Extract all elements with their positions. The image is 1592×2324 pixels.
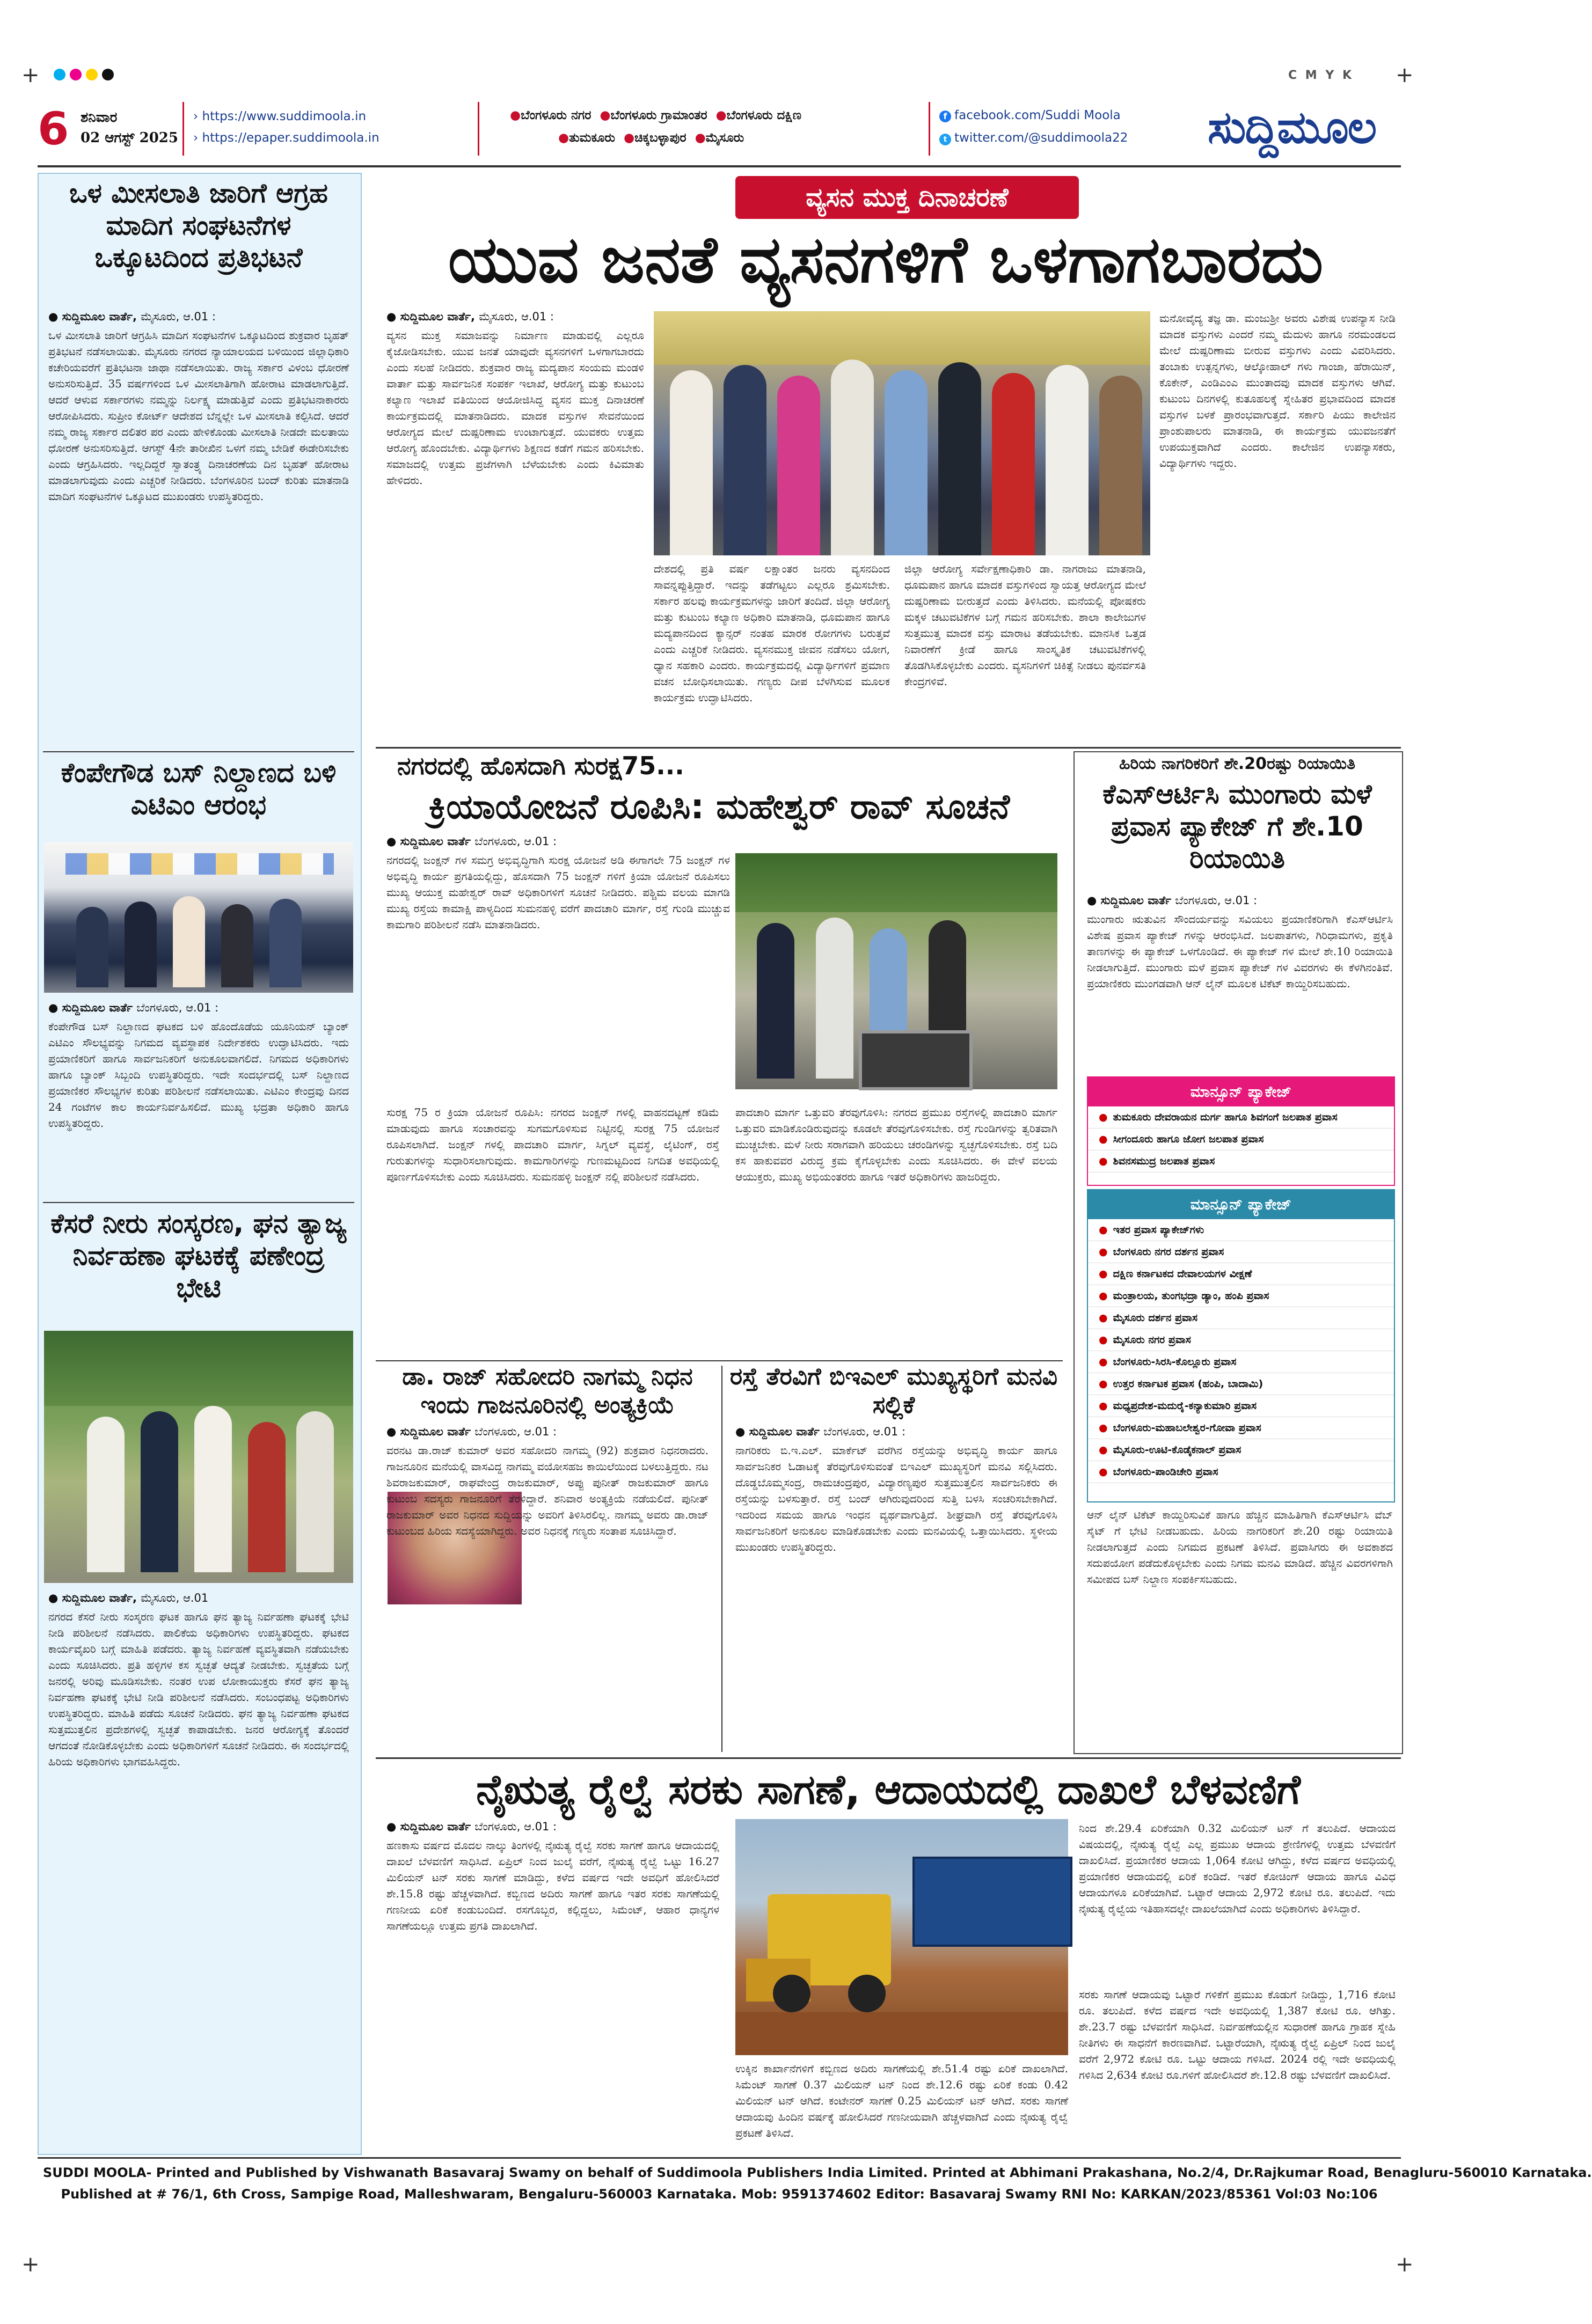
center-story-headline: ಕ್ರಿಯಾಯೋಜನೆ ರೂಪಿಸಿ: ಮಹೇಶ್ವರ್ ರಾವ್ ಸೂಚನೆ <box>428 787 1010 827</box>
package-box-2 <box>1087 1189 1395 1502</box>
left-story-1-headline: ಒಳ ಮೀಸಲಾತಿ ಜಾರಿಗೆ ಆಗ್ರಹ ಮಾದಿಗ ಸಂಘಟನೆಗಳ ಒಕ್ಕೂಟದಿಂದ ಪ್ರತಿಭಟನೆ <box>69 178 328 273</box>
package-2-item: ● ಉತ್ತರ ಕರ್ನಾಟಕ ಪ್ರವಾಸ (ಹಂಪಿ, ಬಾದಾಮಿ) <box>1088 1373 1394 1395</box>
ksrtc-byline: ● ಸುದ್ದಿಮೂಲ ವಾರ್ತೆ ಬೆಂಗಳೂರು, ಆ.01 : <box>1087 894 1258 907</box>
twitter-icon: t <box>939 134 951 145</box>
imprint-line-2: Published at # 76/1, 6th Cross, Sampige Road, Malleshwaram, Bengaluru-560003 Karnataka. Mob: 9591374602 Editor: Basavaraj Swamy RNI No: KARKAN/2023/85361 Vol:03 No:106 <box>61 2187 1378 2202</box>
facebook-link[interactable]: f facebook.com/Suddi Moola <box>939 108 1121 122</box>
registration-mark-tl: + <box>21 63 40 87</box>
package-box-1 <box>1087 1076 1395 1186</box>
left-story-3-body: ನಗರದ ಕೆಸರೆ ನೀರು ಸಂಸ್ಕರಣ ಘಟಕ ಹಾಗೂ ಘನ ತ್ಯಾಜ್ಯ ನಿರ್ವಹಣಾ ಘಟಕಕ್ಕೆ ಭೇಟಿ ನೀಡಿ ಪರಿಶೀಲನೆ ನಡೆಸಿದರು. ಪಾಲಿಕೆಯ ಅಧಿಕಾರಿಗಳು ಉಪಸ್ಥಿತರಿದ್ದರು. ಘಟಕದ ಕಾರ್ಯವೈಖರಿ ಬಗ್ಗೆ ಮಾಹಿತಿ ಪಡೆದರು. ತ್ಯಾಜ್ಯ ನಿರ್ವಹಣೆ ವ್ಯವಸ್ಥಿತವಾಗಿ ನಡೆಯಬೇಕು ಎಂದು ಸೂಚಿಸಿದರು. ಪ್ರತಿ ಹಳ್ಳಿಗಳ ಕಸ ಸ್ವಚ್ಛತೆ ಆದ್ಯತೆ ನೀಡಬೇಕು. ಸ್ವಚ್ಛತೆಯ ಬಗ್ಗೆ ಜನರಲ್ಲಿ ಅರಿವು ಮೂಡಿಸಬೇಕು. ನಂತರ ಉಪ ಲೋಕಾಯುಕ್ತರು ಕೆಸರೆ ಘನ ತ್ಯಾಜ್ಯ ನಿರ್ವಹಣಾ ಘಟಕಕ್ಕೆ ಭೇಟಿ ನೀಡಿ ಪರಿಶೀಲನೆ ನಡೆಸಿದರು. ಸಂಬಂಧಪಟ್ಟ ಅಧಿಕಾರಿಗಳು ಉಪಸ್ಥಿತರಿದ್ದರು. ಮಾಹಿತಿ ಪಡೆದು ಸೂಚನೆ ನೀಡಿದರು. ಘನ ತ್ಯಾಜ್ಯ ನಿರ್ವಹಣಾ ಘಟಕದ ಸುತ್ತಮುತ್ತಲಿನ ಪ್ರದೇಶಗಳಲ್ಲಿ ಸ್ವಚ್ಛತೆ ಕಾಪಾಡಬೇಕು. ಜನರ ಆರೋಗ್ಯಕ್ಕೆ ತೊಂದರೆ ಆಗದಂತೆ ನೋಡಿಕೊಳ್ಳಬೇಕು ಎಂದು ಅಧಿಕಾರಿಗಳಿಗೆ ಸೂಚನೆ ನೀಡಿದರು. ಈ ಸಂದರ್ಭದಲ್ಲಿ ಹಿರಿಯ ಅಧಿಕಾರಿಗಳು ಭಾಗವಹಿಸಿದ್ದರು. <box>48 1610 349 1768</box>
bus-stand-atm-photo <box>44 842 353 993</box>
edition-item: ಬೆಂಗಳೂರು ನಗರ <box>521 108 591 122</box>
rail-story-headline: ನೈಋತ್ಯ ರೈಲ್ವೆ ಸರಕು ಸಾಗಣೆ, ಆದಾಯದಲ್ಲಿ ದಾಖಲೆ ಬೆಳವಣಿಗೆ <box>476 1765 1301 1813</box>
center-story-kicker: ನಗರದಲ್ಲಿ ಹೊಸದಾಗಿ ಸುರಕ್ಷ75... <box>397 751 684 780</box>
color-dots <box>54 69 114 83</box>
package-2-item: ● ಮೈಸೂರು ದರ್ಶನ ಪ್ರವಾಸ <box>1088 1307 1394 1329</box>
left-story-2-body: ಕೆಂಪೇಗೌಡ ಬಸ್ ನಿಲ್ದಾಣದ ಘಟಕದ ಬಳಿ ಹೊಂದೊಡೆಯ ಯೂನಿಯನ್ ಬ್ಯಾಂಕ್ ಎಟಿಎಂ ಸೌಲಭ್ಯವನ್ನು ನಿಗಮದ ವ್ಯವಸ್ಥಾಪಕ ನಿರ್ದೇಶಕರು ಉದ್ಘಾಟಿಸಿದರು. ಇದು ಪ್ರಯಾಣಿಕರಿಗೆ ಹಾಗೂ ಸಾರ್ವಜನಿಕರಿಗೆ ಅನುಕೂಲವಾಗಲಿದೆ. ನಿಗಮದ ಅಧಿಕಾರಿಗಳು ಹಾಗೂ ಬ್ಯಾಂಕ್ ಸಿಬ್ಬಂದಿ ಉಪಸ್ಥಿತರಿದ್ದರು. ಇದೇ ಸಂದರ್ಭದಲ್ಲಿ ಬಸ್ ನಿಲ್ದಾಣದ ಪ್ರಯಾಣಿಕರ ಸೌಲಭ್ಯಗಳ ಕುರಿತು ಪರಿಶೀಲನೆ ನಡೆಸಲಾಯಿತು. ಎಟಿಎಂ ಕೇಂದ್ರವು ದಿನದ 24 ಗಂಟೆಗಳ ಕಾಲ ಕಾರ್ಯನಿರ್ವಹಿಸಲಿದೆ. ಮುಖ್ಯ ಭದ್ರತಾ ಅಧಿಕಾರಿ ಹಾಗೂ ಉಪಸ್ಥಿತರಿದ್ದರು. <box>48 1020 349 1130</box>
package-2-item: ● ಬೆಂಗಳೂರು-ಸಿರಸಿ-ಕೊಲ್ಲೂರು ಪ್ರವಾಸ <box>1088 1351 1394 1373</box>
beml-story-byline: ● ಸುದ್ದಿಮೂಲ ವಾರ್ತೆ ಬೆಂಗಳೂರು, ಆ.01 : <box>735 1425 906 1438</box>
left-story-1-body: ಒಳ ಮೀಸಲಾತಿ ಜಾರಿಗೆ ಆಗ್ರಹಿಸಿ ಮಾದಿಗ ಸಂಘಟನೆಗಳ ಒಕ್ಕೂಟದಿಂದ ಶುಕ್ರವಾರ ಬೃಹತ್ ಪ್ರತಿಭಟನೆ ನಡೆಸಲಾಯಿತು. ಮೈಸೂರು ನಗರದ ನ್ಯಾಯಾಲಯದ ಬಳಿಯಿಂದ ಜಿಲ್ಲಾಧಿಕಾರಿ ಕಚೇರಿಯವರೆಗೆ ಪ್ರತಿಭಟನಾ ಜಾಥಾ ನಡೆಸಲಾಯಿತು. ರಾಜ್ಯ ಸರ್ಕಾರ ವಿಳಂಬ ಧೋರಣೆ ಅನುಸರಿಸುತ್ತಿದೆ. 35 ವರ್ಷಗಳಿಂದ ಒಳ ಮೀಸಲಾತಿಗಾಗಿ ಹೋರಾಟ ಮಾಡಲಾಗುತ್ತಿದೆ. ಆದರೆ ಆಳುವ ಸರ್ಕಾರಗಳು ನಮ್ಮನ್ನು ನಿರ್ಲಕ್ಷ್ಯ ಮಾಡುತ್ತಿವೆ ಎಂದು ಪ್ರತಿಭಟನಾಕಾರರು ಆರೋಪಿಸಿದರು. ಸುಪ್ರೀಂ ಕೋರ್ಟ್ ಆದೇಶದ ಬೆನ್ನಲ್ಲೇ ಒಳ ಮೀಸಲಾತಿ ಕಲ್ಪಿಸಿದೆ. ಆದರೆ ನಮ್ಮ ರಾಜ್ಯ ಸರ್ಕಾರ ದಲಿತರ ಪರ ಎಂದು ಹೇಳಿಕೊಂಡು ಮೀಸಲಾತಿ ನೀಡದೇ ಮಲತಾಯಿ ಧೋರಣೆ ಅನುಸರಿಸುತ್ತಿದೆ. ಆಗಸ್ಟ್ 4ನೇ ತಾರೀಖಿನ ಒಳಗೆ ನಮ್ಮ ಬೇಡಿಕೆ ಈಡೇರಿಸಬೇಕು ಎಂದು ಆಗ್ರಹಿಸಿದರು. ಇಲ್ಲದಿದ್ದರೆ ಸ್ವಾತಂತ್ರ್ಯ ದಿನಾಚರಣೆಯ ದಿನ ಬೃಹತ್ ಹೋರಾಟ ಮಾಡಲಾಗುವುದು ಎಂದು ಎಚ್ಚರಿಕೆ ನೀಡಿದರು. ಬೆಂಗಳೂರಿನ ಬಂದ್ ಕುರಿತು ಮಾತನಾಡಿ ಮಾದಿಗ ಸಂಘಟನೆಗಳ ಒಕ್ಕೂಟದ ಮುಖಂಡರು ಉಪಸ್ಥಿತರಿದ್ದರು. <box>48 329 349 503</box>
package-2-item: ● ಬೆಂಗಳೂರು ನಗರ ದರ್ಶನ ಪ್ರವಾಸ <box>1088 1241 1394 1263</box>
epaper-link[interactable]: › https://epaper.suddimoola.in <box>193 131 379 145</box>
ksrtc-body-2: ಆನ್ ಲೈನ್ ಟಿಕೆಟ್ ಕಾಯ್ದಿರಿಸುವಿಕೆ ಹಾಗೂ ಹೆಚ್ಚಿನ ಮಾಹಿತಿಗಾಗಿ ಕೆಎಸ್ಆರ್ಟಿಸಿ ವೆಬ್ ಸೈಟ್ ಗೆ ಭೇಟಿ ನೀಡಬಹುದು. ಹಿರಿಯ ನಾಗರಿಕರಿಗೆ ಶೇ.20 ರಷ್ಟು ರಿಯಾಯಿತಿ ನೀಡಲಾಗುತ್ತದೆ ಎಂದು ನಿಗಮದ ಪ್ರಕಟಣೆ ತಿಳಿಸಿದೆ. ಪ್ರವಾಸಿಗರು ಈ ಅವಕಾಶದ ಸದುಪಯೋಗ ಪಡೆದುಕೊಳ್ಳಬೇಕು ಎಂದು ನಿಗಮ ಮನವಿ ಮಾಡಿದೆ. ಹೆಚ್ಚಿನ ವಿವರಗಳಿಗಾಗಿ ಸಮೀಪದ ಬಸ್ ನಿಲ್ದಾಣ ಸಂಪರ್ಕಿಸಬಹುದು. <box>1087 1508 1393 1586</box>
center-story-col-a: ಸುರಕ್ಷ 75 ರ ಕ್ರಿಯಾ ಯೋಜನೆ ರೂಪಿಸಿ: ನಗರದ ಜಂಕ್ಷನ್ ಗಳಲ್ಲಿ ವಾಹನದಟ್ಟಣೆ ಕಡಿಮೆ ಮಾಡುವುದು ಹಾಗೂ ಸಂಚಾರವನ್ನು ಸುಗಮಗೊಳಿಸುವ ನಿಟ್ಟಿನಲ್ಲಿ ಸುರಕ್ಷ 75 ಯೋಜನೆ ರೂಪಿಸಲಾಗಿದೆ. ಜಂಕ್ಷನ್ ಗಳಲ್ಲಿ ಪಾದಚಾರಿ ಮಾರ್ಗ, ಸಿಗ್ನಲ್ ವ್ಯವಸ್ಥೆ, ಲೈಟಿಂಗ್, ರಸ್ತೆ ಗುರುತುಗಳನ್ನು ಸುಧಾರಿಸಲಾಗುವುದು. ಕಾಮಗಾರಿಗಳನ್ನು ಗುಣಮಟ್ಟದಿಂದ ನಿಗದಿತ ಅವಧಿಯಲ್ಲಿ ಪೂರ್ಣಗೊಳಿಸಬೇಕು ಎಂದು ಸೂಚಿಸಿದರು. ಸುಮನಹಳ್ಳಿ ಜಂಕ್ಷನ್ ನಲ್ಲಿ ಪರಿಶೀಲನೆ ನಡೆಸಿದರು. <box>386 1106 719 1183</box>
center-story-byline: ● ಸುದ್ದಿಮೂಲ ವಾರ್ತೆ ಬೆಂಗಳೂರು, ಆ.01 : <box>386 835 557 848</box>
editions-row-2: ●ತುಮಕೂರು ●ಚಿಕ್ಕಬಳ್ಳಾಪುರ ●ಮೈಸೂರು <box>558 131 744 145</box>
freight-loading-photo <box>735 1819 1068 2055</box>
header-day: ಶನಿವಾರ <box>81 109 118 126</box>
center-story-col-b: ಪಾದಚಾರಿ ಮಾರ್ಗ ಒತ್ತುವರಿ ತೆರವುಗೊಳಿಸಿ: ನಗರದ ಪ್ರಮುಖ ರಸ್ತೆಗಳಲ್ಲಿ ಪಾದಚಾರಿ ಮಾರ್ಗ ಒತ್ತುವರಿ ಮಾಡಿಕೊಂಡಿರುವುದನ್ನು ಕೂಡಲೇ ತೆರವುಗೊಳಿಸಬೇಕು. ರಸ್ತೆ ಗುಂಡಿಗಳನ್ನು ತ್ವರಿತವಾಗಿ ಮುಚ್ಚಬೇಕು. ಮಳೆ ನೀರು ಸರಾಗವಾಗಿ ಹರಿಯಲು ಚರಂಡಿಗಳನ್ನು ಸ್ವಚ್ಛಗೊಳಿಸಬೇಕು. ರಸ್ತೆ ಬದಿ ಕಸ ಹಾಕುವವರ ವಿರುದ್ಧ ಕ್ರಮ ಕೈಗೊಳ್ಳಬೇಕು ಎಂದು ಸೂಚಿಸಿದರು. ಈ ವೇಳೆ ವಲಯ ಆಯುಕ್ತರು, ಮುಖ್ಯ ಅಭಿಯಂತರರು ಹಾಗೂ ಇತರೆ ಅಧಿಕಾರಿಗಳು ಹಾಜರಿದ್ದರು. <box>735 1106 1057 1183</box>
center-story-lead: ನಗರದಲ್ಲಿ ಜಂಕ್ಷನ್ ಗಳ ಸಮಗ್ರ ಅಭಿವೃದ್ಧಿಗಾಗಿ ಸುರಕ್ಷ ಯೋಜನೆ ಅಡಿ ಈಗಾಗಲೇ 75 ಜಂಕ್ಷನ್ ಗಳ ಅಭಿವೃದ್ಧಿ ಕಾರ್ಯ ಪ್ರಗತಿಯಲ್ಲಿದ್ದು, ಹೊಸದಾಗಿ 75 ಜಂಕ್ಷನ್ ಗಳಿಗೆ ಕ್ರಿಯಾ ಯೋಜನೆ ರೂಪಿಸಲು ಮುಖ್ಯ ಆಯುಕ್ತ ಮಹೇಶ್ವರ್ ರಾವ್ ಅಧಿಕಾರಿಗಳಿಗೆ ಸೂಚನೆ ನೀಡಿದರು. ಪಶ್ಚಿಮ ವಲಯ ಮಾಗಡಿ ಮುಖ್ಯ ರಸ್ತೆಯ ಕಾಮಾಕ್ಷಿ ಪಾಳ್ಯದಿಂದ ಸುಮನಹಳ್ಳಿ ವರೆಗೆ ಪಾದಚಾರಿ ಮಾರ್ಗ, ರಸ್ತೆ ಗುಂಡಿ ಮುಚ್ಚುವ ಕಾಮಗಾರಿ ಪರಿಶೀಲನೆ ನಡೆಸಿ ಮಾತನಾಡಿದರು. <box>386 854 730 931</box>
site-link[interactable]: › https://www.suddimoola.in <box>193 109 367 123</box>
beml-story-body: ನಾಗರಿಕರು ಬಿ.ಇ.ಎಲ್. ಮಾರ್ಕೆಟ್ ವರೆಗಿನ ರಸ್ತೆಯನ್ನು ಅಭಿವೃದ್ಧಿ ಕಾರ್ಯ ಹಾಗೂ ಸಾರ್ವಜನಿಕರ ಓಡಾಟಕ್ಕೆ ತೆರವುಗೊಳಿಸುವಂತೆ ಬಿಇಎಲ್ ಮುಖ್ಯಸ್ಥರಿಗೆ ಮನವಿ ಸಲ್ಲಿಸಿದರು. ದೊಡ್ಡಬೊಮ್ಮಸಂದ್ರ, ರಾಮಚಂದ್ರಪುರ, ವಿದ್ಯಾರಣ್ಯಪುರ ಸುತ್ತಮುತ್ತಲಿನ ಸಾರ್ವಜನಿಕರು ಈ ರಸ್ತೆಯನ್ನು ಬಳಸುತ್ತಾರೆ. ರಸ್ತೆ ಬಂದ್ ಆಗಿರುವುದರಿಂದ ಸುತ್ತಿ ಬಳಸಿ ಸಂಚರಿಸಬೇಕಾಗಿದೆ. ಇದರಿಂದ ಸಮಯ ಹಾಗೂ ಇಂಧನ ವ್ಯರ್ಥವಾಗುತ್ತಿದೆ. ಶೀಘ್ರವಾಗಿ ರಸ್ತೆ ತೆರವುಗೊಳಿಸಿ ಸಾರ್ವಜನಿಕರಿಗೆ ಅನುಕೂಲ ಮಾಡಿಕೊಡಬೇಕು ಎಂದು ಮನವಿಯಲ್ಲಿ ಒತ್ತಾಯಿಸಿದರು. ಸ್ಥಳೀಯ ಮುಖಂಡರು ಉಪಸ್ಥಿತರಿದ್ದರು. <box>735 1444 1057 1553</box>
package-2-item: ● ದಕ್ಷಿಣ ಕರ್ನಾಟಕದ ದೇವಾಲಯಗಳ ವೀಕ್ಷಣೆ <box>1088 1263 1394 1285</box>
package-1-item: ● ಶಿವನಸಮುದ್ರ ಜಲಪಾತ ಪ್ರವಾಸ <box>1088 1150 1394 1172</box>
top-story-kicker: ವ್ಯಸನ ಮುಕ್ತ ದಿನಾಚರಣೆ <box>735 176 1079 219</box>
edition-item: ಮೈಸೂರು <box>705 131 744 145</box>
top-story-col-3: ಜಿಲ್ಲಾ ಆರೋಗ್ಯ ಸರ್ವೇಕ್ಷಣಾಧಿಕಾರಿ ಡಾ. ನಾಗರಾಜು ಮಾತನಾಡಿ, ಧೂಮಪಾನ ಹಾಗೂ ಮಾದಕ ವಸ್ತುಗಳಿಂದ ಸ್ವಾಯತ್ತ ಆರೋಗ್ಯದ ಮೇಲೆ ದುಷ್ಪರಿಣಾಮ ಬೀರುತ್ತದೆ ಎಂದು ತಿಳಿಸಿದರು. ಮನೆಯಲ್ಲಿ ಪೋಷಕರು ಮಕ್ಕಳ ಚಟುವಟಿಕೆಗಳ ಬಗ್ಗೆ ಗಮನ ಹರಿಸಬೇಕು. ಶಾಲಾ ಕಾಲೇಜುಗಳ ಸುತ್ತಮುತ್ತ ಮಾದಕ ವಸ್ತು ಮಾರಾಟ ತಡೆಯಬೇಕು. ಮಾನಸಿಕ ಒತ್ತಡ ನಿವಾರಣೆಗೆ ಕ್ರೀಡೆ ಹಾಗೂ ಸಾಂಸ್ಕೃತಿಕ ಚಟುವಟಿಕೆಗಳಲ್ಲಿ ತೊಡಗಿಸಿಕೊಳ್ಳಬೇಕು ಎಂದರು. ವ್ಯಸನಿಗಳಿಗೆ ಚಿಕಿತ್ಸೆ ನೀಡಲು ಪುನರ್ವಸತಿ ಕೇಂದ್ರಗಳಿವೆ. <box>904 562 1146 688</box>
registration-mark-br: + <box>1396 2252 1414 2277</box>
twitter-link[interactable]: t twitter.com/@suddimoola22 <box>939 131 1128 145</box>
left-story-3-headline: ಕೆಸರೆ ನೀರು ಸಂಸ್ಕರಣ, ಘನ ತ್ಯಾಜ್ಯ ನಿರ್ವಹಣಾ ಘಟಕಕ್ಕೆ ಪಣೇಂದ್ರ ಭೇಟಿ <box>50 1208 347 1303</box>
rail-story-col-1: ಹಣಕಾಸು ವರ್ಷದ ಮೊದಲ ನಾಲ್ಕು ತಿಂಗಳಲ್ಲಿ ನೈಋತ್ಯ ರೈಲ್ವೆ ಸರಕು ಸಾಗಣೆ ಹಾಗೂ ಆದಾಯದಲ್ಲಿ ದಾಖಲೆ ಬೆಳವಣಿಗೆ ಸಾಧಿಸಿದೆ. ಏಪ್ರಿಲ್ ನಿಂದ ಜುಲೈ ವರೆಗೆ, ನೈಋತ್ಯ ರೈಲ್ವೆ ಒಟ್ಟು 16.27 ಮಿಲಿಯನ್ ಟನ್ ಸರಕು ಸಾಗಣೆ ಮಾಡಿದ್ದು, ಕಳೆದ ವರ್ಷದ ಇದೇ ಅವಧಿಗೆ ಹೋಲಿಸಿದರೆ ಶೇ.15.8 ರಷ್ಟು ಹೆಚ್ಚಳವಾಗಿದೆ. ಕಬ್ಬಿಣದ ಅದಿರು ಸಾಗಣೆ ಹಾಗೂ ಇತರ ಸರಕು ಸಾಗಣೆಯಲ್ಲಿ ಗಣನೀಯ ಏರಿಕೆ ಕಂಡುಬಂದಿದೆ. ರಸಗೊಬ್ಬರ, ಕಲ್ಲಿದ್ದಲು, ಸಿಮೆಂಟ್, ಆಹಾರ ಧಾನ್ಯಗಳ ಸಾಗಣೆಯಲ್ಲೂ ಉತ್ತಮ ಪ್ರಗತಿ ದಾಖಲಾಗಿದೆ. <box>386 1839 719 1932</box>
ksrtc-body-1: ಮುಂಗಾರು ಋತುವಿನ ಸೌಂದರ್ಯವನ್ನು ಸವಿಯಲು ಪ್ರಯಾಣಿಕರಿಗಾಗಿ ಕೆಎಸ್ಆರ್ಟಿಸಿ ವಿಶೇಷ ಪ್ರವಾಸ ಪ್ಯಾಕೇಜ್ ಗಳನ್ನು ಆರಂಭಿಸಿದೆ. ಜಲಪಾತಗಳು, ಗಿರಿಧಾಮಗಳು, ಪ್ರಕೃತಿ ತಾಣಗಳನ್ನು ಈ ಪ್ಯಾಕೇಜ್ ಒಳಗೊಂಡಿದೆ. ಈ ಪ್ಯಾಕೇಜ್ ಗಳ ಮೇಲೆ ಶೇ.10 ರಿಯಾಯಿತಿ ನೀಡಲಾಗುತ್ತಿದೆ. ಮುಂಗಾರು ಮಳೆ ಪ್ರವಾಸ ಪ್ಯಾಕೇಜ್ ಗಳ ವಿವರಗಳು ಈ ಕೆಳಗಿನಂತಿವೆ. ಪ್ರಯಾಣಿಕರು ಮುಂಗಡವಾಗಿ ಆನ್ ಲೈನ್ ಮೂಲಕ ಟಿಕೆಟ್ ಕಾಯ್ದಿರಿಸಬಹುದು. <box>1087 913 1393 990</box>
editions-row-1: ●ಬೆಂಗಳೂರು ನಗರ ●ಬೆಂಗಳೂರು ಗ್ರಾಮಾಂತರ ●ಬೆಂಗಳೂರು ದಕ್ಷಿಣ <box>510 108 802 122</box>
top-story-col-2: ದೇಶದಲ್ಲಿ ಪ್ರತಿ ವರ್ಷ ಲಕ್ಷಾಂತರ ಜನರು ವ್ಯಸನದಿಂದ ಸಾವನ್ನಪ್ಪುತ್ತಿದ್ದಾರೆ. ಇದನ್ನು ತಡೆಗಟ್ಟಲು ಎಲ್ಲರೂ ಶ್ರಮಿಸಬೇಕು. ಸರ್ಕಾರ ಹಲವು ಕಾರ್ಯಕ್ರಮಗಳನ್ನು ಜಾರಿಗೆ ತಂದಿದೆ. ಜಿಲ್ಲಾ ಆರೋಗ್ಯ ಮತ್ತು ಕುಟುಂಬ ಕಲ್ಯಾಣ ಅಧಿಕಾರಿ ಮಾತನಾಡಿ, ಧೂಮಪಾನ ಹಾಗೂ ಮದ್ಯಪಾನದಿಂದ ಕ್ಯಾನ್ಸರ್ ನಂತಹ ಮಾರಕ ರೋಗಗಳು ಬರುತ್ತವೆ ಎಂದು ಎಚ್ಚರಿಕೆ ನೀಡಿದರು. ವ್ಯಸನಮುಕ್ತ ಜೀವನ ನಡೆಸಲು ಯೋಗ, ಧ್ಯಾನ ಸಹಕಾರಿ ಎಂದರು. ಕಾರ್ಯಕ್ರಮದಲ್ಲಿ ವಿದ್ಯಾರ್ಥಿಗಳಿಗೆ ಪ್ರಮಾಣ ವಚನ ಬೋಧಿಸಲಾಯಿತು. ಗಣ್ಯರು ದೀಪ ಬೆಳಗಿಸುವ ಮೂಲಕ ಕಾರ್ಯಕ್ರಮ ಉದ್ಘಾಟಿಸಿದರು. <box>654 562 890 704</box>
package-2-item: ● ಬೆಂಗಳೂರು-ಮಹಾಬಲೇಶ್ವರ-ಗೋವಾ ಪ್ರವಾಸ <box>1088 1417 1394 1439</box>
top-story-byline: ● ಸುದ್ದಿಮೂಲ ವಾರ್ತೆ, ಮೈಸೂರು, ಆ.01 : <box>386 310 554 323</box>
ksrtc-kicker: ಹಿರಿಯ ನಾಗರಿಕರಿಗೆ ಶೇ.20ರಷ್ಟು ರಿಯಾಯಿತಿ <box>1119 754 1356 773</box>
rail-story-byline: ● ಸುದ್ದಿಮೂಲ ವಾರ್ತೆ ಬೆಂಗಳೂರು, ಆ.01 : <box>386 1820 557 1833</box>
package-2-item: ● ಮಂತ್ರಾಲಯ, ತುಂಗಭದ್ರಾ ಡ್ಯಾಂ, ಹಂಪಿ ಪ್ರವಾಸ <box>1088 1285 1394 1307</box>
cmyk-label: C M Y K <box>1288 69 1354 82</box>
package-1-item: ● ತುಮಕೂರು ದೇವರಾಯನ ದುರ್ಗ ಹಾಗೂ ಶಿವಗಂಗೆ ಜಲಪಾತ ಪ್ರವಾಸ <box>1088 1106 1394 1128</box>
raj-story-body: ವರನಟ ಡಾ.ರಾಜ್ ಕುಮಾರ್ ಅವರ ಸಹೋದರಿ ನಾಗಮ್ಮ (92) ಶುಕ್ರವಾರ ನಿಧನರಾದರು. ಗಾಜನೂರಿನ ಮನೆಯಲ್ಲಿ ವಾಸವಿದ್ದ ನಾಗಮ್ಮ ವಯೋಸಹಜ ಕಾಯಿಲೆಯಿಂದ ಬಳಲುತ್ತಿದ್ದರು. ನಟ ಶಿವರಾಜಕುಮಾರ್, ರಾಘವೇಂದ್ರ ರಾಜಕುಮಾರ್, ಅಪ್ಪು ಪುನೀತ್ ರಾಜಕುಮಾರ್ ಹಾಗೂ ಕುಟುಂಬ ಸದಸ್ಯರು ಗಾಜನೂರಿಗೆ ತೆರಳಿದ್ದಾರೆ. ಶನಿವಾರ ಅಂತ್ಯಕ್ರಿಯೆ ನಡೆಯಲಿದೆ. ಪುನೀತ್ ರಾಜಕುಮಾರ್ ಅವರ ನಿಧನದ ಸುದ್ದಿಯನ್ನು ಅವರಿಗೆ ತಿಳಿಸಿರಲಿಲ್ಲ. ನಾಗಮ್ಮ ಅವರು ಡಾ.ರಾಜ್ ಕುಟುಂಬದ ಹಿರಿಯ ಸದಸ್ಯೆಯಾಗಿದ್ದರು. ಅವರ ನಿಧನಕ್ಕೆ ಗಣ್ಯರು ಸಂತಾಪ ಸೂಚಿಸಿದ್ದಾರೆ. <box>386 1444 709 1537</box>
rail-story-col-3: ನಿಂದ ಶೇ.29.4 ಏರಿಕೆಯಾಗಿ 0.32 ಮಿಲಿಯನ್ ಟನ್ ಗೆ ತಲುಪಿದೆ. ಆದಾಯದ ವಿಷಯದಲ್ಲಿ, ನೈಋತ್ಯ ರೈಲ್ವೆ ಎಲ್ಲ ಪ್ರಮುಖ ಆದಾಯ ಶ್ರೇಣಿಗಳಲ್ಲಿ ಉತ್ತಮ ಬೆಳವಣಿಗೆ ದಾಖಲಿಸಿದೆ. ಪ್ರಯಾಣಿಕರ ಆದಾಯ 1,064 ಕೋಟಿ ಆಗಿದ್ದು, ಕಳೆದ ವರ್ಷದ ಅವಧಿಯಲ್ಲಿ ಪ್ರಯಾಣಿಕರ ಆದಾಯದಲ್ಲಿ ಏರಿಕೆ ಕಂಡಿದೆ. ಇತರೆ ಕೋಚಿಂಗ್ ಆದಾಯ ಹಾಗೂ ವಿವಿಧ ಆದಾಯಗಳೂ ಏರಿಕೆಯಾಗಿವೆ. ಒಟ್ಟಾರೆ ಆದಾಯ 2,972 ಕೋಟಿ ರೂ. ತಲುಪಿದೆ. ಇದು ನೈಋತ್ಯ ರೈಲ್ವೆಯ ಇತಿಹಾಸದಲ್ಲೇ ದಾಖಲೆಯಾಗಿದೆ ಎಂದು ಅಧಿಕಾರಿಗಳು ತಿಳಿಸಿದ್ದಾರೆ. <box>1079 1822 1396 1915</box>
registration-mark-tr: + <box>1396 63 1414 87</box>
ksrtc-headline: ಕೆಎಸ್ಆರ್ಟಿಸಿ ಮುಂಗಾರು ಮಳೆ ಪ್ರವಾಸ ಪ್ಯಾಕೇಜ್ ಗೆ ಶೇ.10 ರಿಯಾಯಿತಿ <box>1102 779 1372 874</box>
de-addiction-event-photo <box>654 311 1150 555</box>
package-2-item: ● ಮೈಸೂರು ನಗರ ಪ್ರವಾಸ <box>1088 1329 1394 1351</box>
package-1-item: ● ಸೀಗಂದೂರು ಹಾಗೂ ಜೋಗ ಜಲಪಾತ ಪ್ರವಾಸ <box>1088 1128 1394 1150</box>
rail-story-col-4: ಸರಕು ಸಾಗಣೆ ಆದಾಯವು ಒಟ್ಟಾರೆ ಗಳಿಕೆಗೆ ಪ್ರಮುಖ ಕೊಡುಗೆ ನೀಡಿದ್ದು, 1,716 ಕೋಟಿ ರೂ. ತಲುಪಿದೆ. ಕಳೆದ ವರ್ಷದ ಇದೇ ಅವಧಿಯಲ್ಲಿ 1,387 ಕೋಟಿ ರೂ. ಆಗಿತ್ತು. ಶೇ.23.7 ರಷ್ಟು ಬೆಳವಣಿಗೆ ಸಾಧಿಸಿದೆ. ನಿರ್ವಹಣೆಯಲ್ಲಿನ ಸುಧಾರಣೆ ಹಾಗೂ ಗ್ರಾಹಕ ಸ್ನೇಹಿ ನೀತಿಗಳು ಈ ಸಾಧನೆಗೆ ಕಾರಣವಾಗಿವೆ. ಒಟ್ಟಾರೆಯಾಗಿ, ನೈಋತ್ಯ ರೈಲ್ವೆ ಏಪ್ರಿಲ್ ನಿಂದ ಜುಲೈ ವರೆಗೆ 2,972 ಕೋಟಿ ರೂ. ಒಟ್ಟು ಆದಾಯ ಗಳಿಸಿದೆ. 2024 ರಲ್ಲಿ ಇದೇ ಅವಧಿಯಲ್ಲಿ ಗಳಿಸಿದ 2,634 ಕೋಟಿ ರೂ.ಗಳಿಗೆ ಹೋಲಿಸಿದರೆ ಶೇ.12.8 ರಷ್ಟು ಬೆಳವಣಿಗೆ ದಾಖಲಿಸಿದೆ. <box>1079 1988 1396 2081</box>
package-2-item: ● ಮೈಸೂರು-ಊಟಿ-ಕೊಡೈಕನಾಲ್ ಪ್ರವಾಸ <box>1088 1439 1394 1461</box>
beml-story-headline: ರಸ್ತೆ ತೆರವಿಗೆ ಬಿಇಎಲ್ ಮುಖ್ಯಸ್ಥರಿಗೆ ಮನವಿ ಸಲ್ಲಿಕೆ <box>729 1363 1058 1419</box>
left-story-2-headline: ಕೆಂಪೇಗೌಡ ಬಸ್ ನಿಲ್ದಾಣದ ಬಳಿ ಎಟಿಎಂ ಆರಂಭ <box>61 757 337 820</box>
package-1-title: ಮಾನ್ಸೂನ್ ಪ್ಯಾಕೇಜ್ <box>1088 1077 1394 1106</box>
page-header <box>38 102 1401 161</box>
left-story-3-byline: ● ಸುದ್ದಿಮೂಲ ವಾರ್ತೆ, ಮೈಸೂರು, ಆ.01 <box>48 1592 209 1604</box>
page-number: 6 <box>38 102 69 155</box>
header-date: 02 ಆಗಸ್ಟ್ 2025 <box>81 130 178 146</box>
left-story-2-byline: ● ಸುದ್ದಿಮೂಲ ವಾರ್ತೆ ಬೆಂಗಳೂರು, ಆ.01 : <box>48 1001 219 1014</box>
waste-plant-visit-photo <box>44 1331 353 1583</box>
registration-mark-bl: + <box>21 2252 40 2277</box>
raj-story-headline: ಡಾ. ರಾಜ್ ಸಹೋದರಿ ನಾಗಮ್ಮ ನಿಧನ ಇಂದು ಗಾಜನೂರಿನಲ್ಲಿ ಅಂತ್ಯಕ್ರಿಯೆ <box>402 1363 693 1419</box>
package-2-item: ● ಬೆಂಗಳೂರು-ಪಾಂಡಿಚೇರಿ ಪ್ರವಾಸ <box>1088 1461 1394 1483</box>
package-2-title: ಮಾನ್ಸೂನ್ ಪ್ಯಾಕೇಜ್ <box>1088 1190 1394 1219</box>
top-story-col-4: ಮನೋವೈದ್ಯ ತಜ್ಞ ಡಾ. ಮಂಜುಶ್ರೀ ಅವರು ವಿಶೇಷ ಉಪನ್ಯಾಸ ನೀಡಿ ಮಾದಕ ವಸ್ತುಗಳು ಎಂದರೆ ನಮ್ಮ ಮೆದುಳು ಹಾಗೂ ನರಮಂಡಲದ ಮೇಲೆ ದುಷ್ಪರಿಣಾಮ ಬೀರುವ ವಸ್ತುಗಳು ಎಂದು ವಿವರಿಸಿದರು. ತಂಬಾಕು ಉತ್ಪನ್ನಗಳು, ಆಲ್ಕೋಹಾಲ್ ಗಳು ಗಾಂಜಾ, ಹೆರಾಯಿನ್, ಕೊಕೇನ್, ಎಂಡಿಎಂಎ ಮುಂತಾದವು ಮಾದಕ ವಸ್ತುಗಳು ಆಗಿವೆ. ಕುಟುಂಬ ದಿನಗಳಲ್ಲಿ ಕುತೂಹಲಕ್ಕೆ ಸ್ನೇಹಿತರ ಪ್ರಭಾವದಿಂದ ಮಾದಕ ವಸ್ತುಗಳ ಬಳಕೆ ಪ್ರಾರಂಭವಾಗುತ್ತದೆ. ಸರ್ಕಾರಿ ಪಿಯು ಕಾಲೇಜಿನ ಪ್ರಾಂಶುಪಾಲರು ಮಾತನಾಡಿ, ಈ ಕಾರ್ಯಕ್ರಮ ಯುವಜನತೆಗೆ ಉಪಯುಕ್ತವಾಗಿದೆ ಎಂದರು. ಕಾಲೇಜಿನ ಉಪನ್ಯಾಸಕರು, ವಿದ್ಯಾರ್ಥಿಗಳು ಇದ್ದರು. <box>1159 312 1396 470</box>
top-story-headline: ಯುವ ಜನತೆ ವ್ಯಸನಗಳಿಗೆ ಒಳಗಾಗಬಾರದು <box>448 223 1324 297</box>
facebook-icon: f <box>939 111 951 122</box>
edition-item: ಬೆಂಗಳೂರು ದಕ್ಷಿಣ <box>726 108 802 122</box>
rail-story-col-2: ಉಕ್ಕಿನ ಕಾರ್ಖಾನೆಗಳಿಗೆ ಕಬ್ಬಿಣದ ಅದಿರು ಸಾಗಣೆಯಲ್ಲಿ ಶೇ.51.4 ರಷ್ಟು ಏರಿಕೆ ದಾಖಲಾಗಿದೆ. ಸಿಮೆಂಟ್ ಸಾಗಣೆ 0.37 ಮಿಲಿಯನ್ ಟನ್ ನಿಂದ ಶೇ.12.6 ರಷ್ಟು ಏರಿಕೆ ಕಂಡು 0.42 ಮಿಲಿಯನ್ ಟನ್ ಆಗಿದೆ. ಕಂಟೇನರ್ ಸಾಗಣೆ 0.25 ಮಿಲಿಯನ್ ಟನ್ ಆಗಿದೆ. ಸರಕು ಸಾಗಣೆ ಆದಾಯವು ಹಿಂದಿನ ವರ್ಷಕ್ಕೆ ಹೋಲಿಸಿದರೆ ಗಣನೀಯವಾಗಿ ಹೆಚ್ಚಳವಾಗಿದೆ ಎಂದು ನೈಋತ್ಯ ರೈಲ್ವೆ ಪ್ರಕಟಣೆ ತಿಳಿಸಿದೆ. <box>735 2062 1068 2139</box>
left-story-1-byline: ● ಸುದ್ದಿಮೂಲ ವಾರ್ತೆ, ಮೈಸೂರು, ಆ.01 : <box>48 310 216 323</box>
edition-item: ಬೆಂಗಳೂರು ಗ್ರಾಮಾಂತರ <box>610 108 707 122</box>
top-story-col-1: ವ್ಯಸನ ಮುಕ್ತ ಸಮಾಜವನ್ನು ನಿರ್ಮಾಣ ಮಾಡುವಲ್ಲಿ ಎಲ್ಲರೂ ಕೈಜೋಡಿಸಬೇಕು. ಯುವ ಜನತೆ ಯಾವುದೇ ವ್ಯಸನಗಳಿಗೆ ಒಳಗಾಗಬಾರದು ಎಂದು ಸಲಹೆ ನೀಡಿದರು. ಶುಕ್ರವಾರ ರಾಜ್ಯ ಮದ್ಯಪಾನ ಸಂಯಮ ಮಂಡಳಿ ವಾರ್ತಾ ಮತ್ತು ಸಾರ್ವಜನಿಕ ಸಂಪರ್ಕ ಇಲಾಖೆ, ಆರೋಗ್ಯ ಮತ್ತು ಕುಟುಂಬ ಕಲ್ಯಾಣ ಇಲಾಖೆ ವತಿಯಿಂದ ಆಯೋಜಿಸಿದ್ದ ವ್ಯಸನ ಮುಕ್ತ ದಿನಾಚರಣೆ ಕಾರ್ಯಕ್ರಮದಲ್ಲಿ ಮಾತನಾಡಿದರು. ಮಾದಕ ವಸ್ತುಗಳ ಸೇವನೆಯಿಂದ ಆರೋಗ್ಯದ ಮೇಲೆ ದುಷ್ಪರಿಣಾಮ ಉಂಟಾಗುತ್ತದೆ. ಯುವಕರು ಉತ್ತಮ ಆರೋಗ್ಯ ಹೊಂದಬೇಕು. ವಿದ್ಯಾರ್ಥಿಗಳು ಶಿಕ್ಷಣದ ಕಡೆಗೆ ಗಮನ ಹರಿಸಬೇಕು. ಸಮಾಜದಲ್ಲಿ ಉತ್ತಮ ಪ್ರಜೆಗಳಾಗಿ ಬೆಳೆಯಬೇಕು ಎಂದು ಕಿವಿಮಾತು ಹೇಳಿದರು. <box>386 329 644 487</box>
imprint-line-1: SUDDI MOOLA- Printed and Published by Vishwanath Basavaraj Swamy on behalf of Suddimoola Publishers India Limited. Printed at Abhimani Prakashana, No.2/4, Dr.Rajkumar Road, Benagluru-560010 Karnataka. <box>43 2165 1592 2180</box>
junction-inspection-photo <box>735 853 1057 1089</box>
raj-story-byline: ● ಸುದ್ದಿಮೂಲ ವಾರ್ತೆ ಬೆಂಗಳೂರು, ಆ.01 : <box>386 1425 557 1438</box>
masthead-logo: ಸುದ್ದಿಮೂಲ <box>1208 101 1376 153</box>
edition-item: ಚಿಕ್ಕಬಳ್ಳಾಪುರ <box>634 131 687 145</box>
package-2-item: ● ಮಧ್ಯಪ್ರದೇಶ-ಮದುರೈ-ಕನ್ಯಾಕುಮಾರಿ ಪ್ರವಾಸ <box>1088 1395 1394 1417</box>
package-2-item: ● ಇತರ ಪ್ರವಾಸ ಪ್ಯಾಕೇಜ್‌ಗಳು <box>1088 1219 1394 1241</box>
edition-item: ತುಮಕೂರು <box>569 131 615 145</box>
